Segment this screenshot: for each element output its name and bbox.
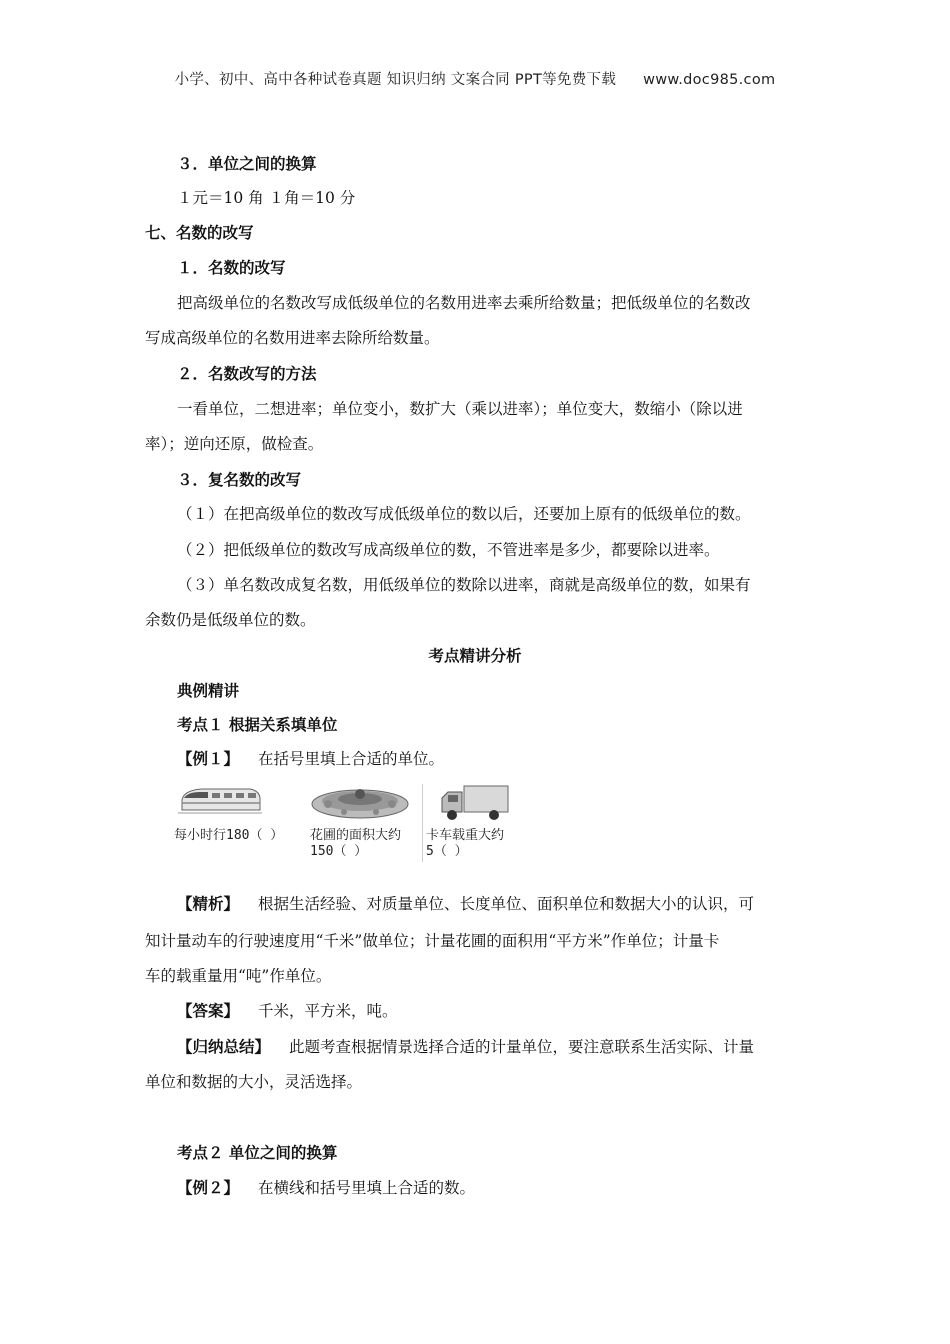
section7-sub1-line2: 写成高级单位的名数用进率去除所给数量。 [145,329,440,347]
analysis-subtitle: 典例精讲 [177,681,240,700]
point2-title: 考点２ 单位之间的换算 [177,1143,338,1162]
truck-caption-2: 5（ ） [426,844,468,859]
truck-panel [424,780,516,862]
header-text: 小学、初中、高中各种试卷真题 知识归纳 文案合同 PPT等免费下载 [174,72,617,88]
summary-line2: 单位和数据的大小，灵活选择。 [145,1073,363,1091]
garden-caption-1: 花圃的面积大约 [310,828,402,843]
example2 [177,1177,475,1199]
garden-caption-2: 150（ ） [310,844,368,859]
header-url[interactable]: www.doc985.com [643,72,776,88]
analysis-jingxi [177,893,754,915]
example1-label: 【例１】 [177,749,240,768]
section7-sub3-item3-line1: （３）单名数改成复名数，用低级单位的数除以进率，商就是高级单位的数，如果有 [177,576,751,594]
jingxi-line1: 根据生活经验、对质量单位、长度单位、面积单位和数据大小的认识，可 [257,895,754,913]
example1-text: 在括号里填上合适的单位。 [257,750,444,768]
page-header [0,68,950,89]
answer-text: 千米，平方米，吨。 [257,1002,398,1020]
garden-panel [306,780,418,862]
section7-sub3-item1: （１）在把高级单位的数改写成低级单位的数以后，还要加上原有的低级单位的数。 [177,505,751,523]
section7-title: 七、名数的改写 [145,223,254,242]
section7-sub3-title: ３．复名数的改写 [177,470,302,489]
example1 [177,748,444,770]
section7-sub3-item3-line2: 余数仍是低级单位的数。 [145,611,316,629]
section7-sub3-item2: （２）把低级单位的数改写成高级单位的数，不管进率是多少，都要除以进率。 [177,541,720,559]
section7-sub1-line1: 把高级单位的名数改写成低级单位的名数用进率去乘所给数量；把低级单位的名数改 [177,294,751,312]
jingxi-line2: 知计量动车的行驶速度用“千米”做单位；计量花圃的面积用“平方米”作单位；计量卡 [145,932,720,950]
train-image [178,784,262,818]
train-caption: 每小时行180（ ） [174,828,284,843]
example2-text: 在横线和括号里填上合适的数。 [257,1179,475,1197]
jingxi-label: 【精析】 [177,894,240,913]
truck-caption-1: 卡车载重大约 [426,828,505,843]
section7-sub1-title: １．名数的改写 [177,258,286,277]
example2-label: 【例２】 [177,1178,240,1197]
summary-label: 【归纳总结】 [177,1037,271,1056]
point1-title: 考点１ 根据关系填单位 [177,715,338,734]
example1-figure [172,780,517,862]
summary [177,1036,754,1058]
section7-sub2-line2: 率）；逆向还原，做检查。 [145,435,324,453]
truck-image [438,782,510,824]
analysis-title: 考点精讲分析 [428,646,522,665]
train-panel [172,780,302,862]
summary-line1: 此题考查根据情景选择合适的计量单位，要注意联系生活实际、计量 [288,1038,754,1056]
figure-divider [422,784,423,862]
answer [177,1000,397,1022]
garden-image [308,782,412,822]
jingxi-line3: 车的载重量用“吨”作单位。 [145,967,332,985]
section7-sub2-title: ２．名数改写的方法 [177,364,317,383]
section6-sub3-title: ３．单位之间的换算 [177,154,317,173]
section6-sub3-body: １元＝10 角 １角＝10 分 [177,189,356,207]
section7-sub2-line1: 一看单位，二想进率；单位变小，数扩大（乘以进率）；单位变大，数缩小（除以进 [177,400,743,418]
answer-label: 【答案】 [177,1001,240,1020]
